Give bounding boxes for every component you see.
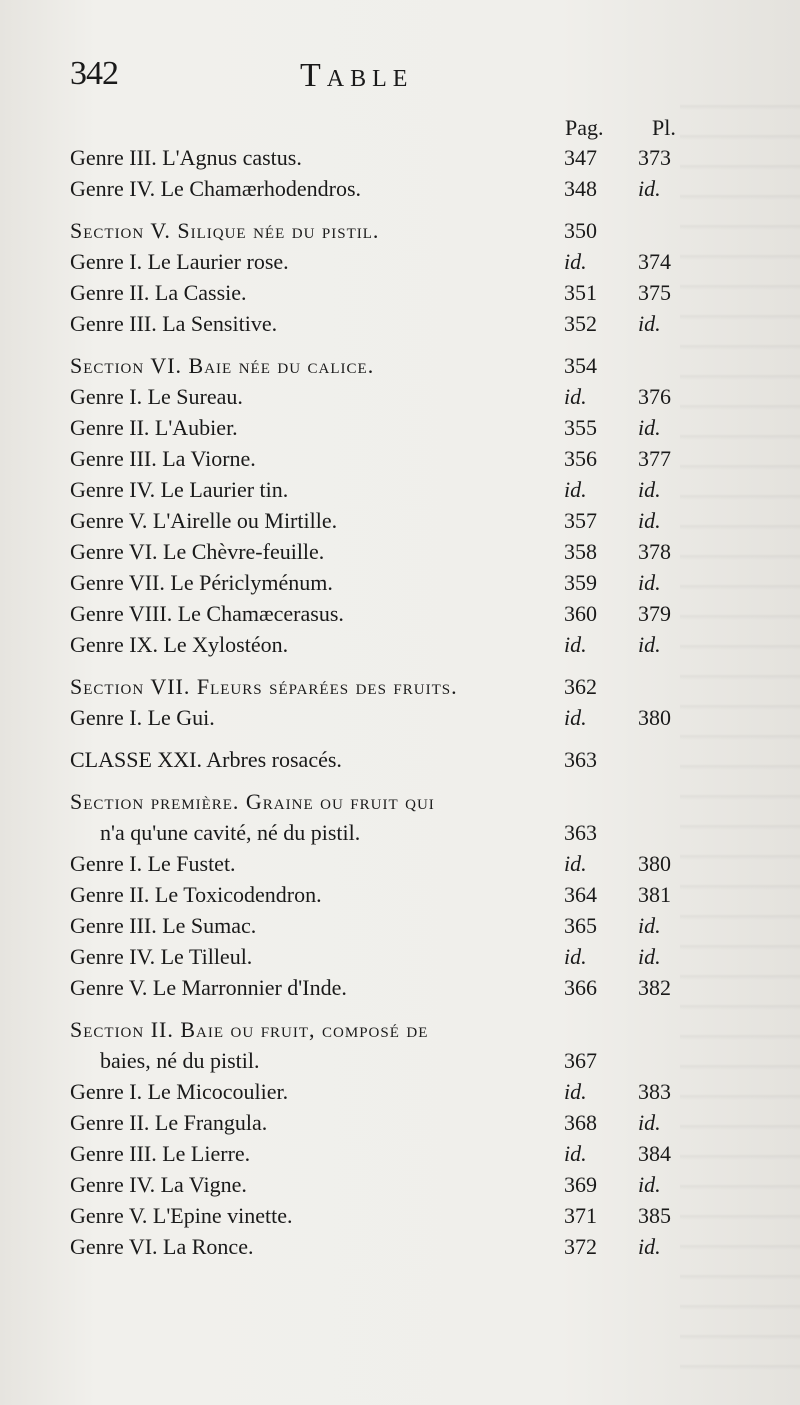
toc-section-row: [70, 671, 710, 702]
toc-entry-row: [70, 702, 710, 733]
entry-page-number: 360: [564, 601, 597, 626]
table-of-contents: [70, 142, 710, 1262]
entry-page-number: 352: [564, 311, 597, 336]
entry-page-number: 365: [564, 913, 597, 938]
entry-page-number: 348: [564, 176, 597, 201]
entry-label: Genre III. La Viorne.: [70, 446, 256, 471]
entry-page-number: id.: [564, 1079, 587, 1104]
toc-entry-row: [70, 505, 710, 536]
entry-plate-number: 374: [638, 249, 671, 274]
entry-plate-number: id.: [638, 570, 661, 595]
entry-page-number: 372: [564, 1234, 597, 1259]
entry-page-number: 362: [564, 674, 597, 699]
entry-plate-number: 377: [638, 446, 671, 471]
toc-entry-row: [70, 1169, 710, 1200]
toc-entry-row: [70, 1045, 710, 1076]
entry-plate-number: 378: [638, 539, 671, 564]
entry-label: Genre I. Le Gui.: [70, 705, 215, 730]
section-gap: [70, 204, 710, 215]
entry-page-number: 367: [564, 1048, 597, 1073]
entry-label: Section II. Baie ou fruit, composé de: [70, 1017, 429, 1042]
entry-page-number: id.: [564, 851, 587, 876]
entry-plate-number: 382: [638, 975, 671, 1000]
entry-page-number: 350: [564, 218, 597, 243]
entry-label: CLASSE XXI. Arbres rosacés.: [70, 747, 342, 772]
entry-page-number: id.: [564, 632, 587, 657]
entry-plate-number: 380: [638, 851, 671, 876]
entry-plate-number: 380: [638, 705, 671, 730]
entry-label: Genre III. L'Agnus castus.: [70, 145, 302, 170]
entry-plate-number: 381: [638, 882, 671, 907]
section-gap: [70, 660, 710, 671]
entry-page-number: 363: [564, 820, 597, 845]
entry-label: baies, né du pistil.: [100, 1048, 260, 1073]
entry-label: Genre II. La Cassie.: [70, 280, 247, 305]
entry-plate-number: id.: [638, 415, 661, 440]
entry-page-number: 364: [564, 882, 597, 907]
entry-label: Section première. Graine ou fruit qui: [70, 789, 435, 814]
toc-section-row: [70, 786, 710, 817]
page-header: [70, 55, 730, 105]
entry-page-number: 355: [564, 415, 597, 440]
entry-plate-number: id.: [638, 632, 661, 657]
entry-page-number: id.: [564, 384, 587, 409]
toc-section-row: [70, 350, 710, 381]
entry-plate-number: 385: [638, 1203, 671, 1228]
entry-label: Genre V. L'Epine vinette.: [70, 1203, 293, 1228]
entry-label: Genre VI. La Ronce.: [70, 1234, 254, 1259]
toc-entry-row: [70, 142, 710, 173]
entry-plate-number: 383: [638, 1079, 671, 1104]
entry-label: Genre IV. Le Tilleul.: [70, 944, 253, 969]
section-gap: [70, 775, 710, 786]
toc-section-row: [70, 215, 710, 246]
entry-page-number: 368: [564, 1110, 597, 1135]
entry-label: Genre II. L'Aubier.: [70, 415, 238, 440]
toc-entry-row: [70, 910, 710, 941]
entry-page-number: id.: [564, 705, 587, 730]
toc-entry-row: [70, 817, 710, 848]
entry-plate-number: id.: [638, 944, 661, 969]
toc-entry-row: [70, 1076, 710, 1107]
entry-label: Section VII. Fleurs séparées des fruits.: [70, 674, 458, 699]
toc-entry-row: [70, 941, 710, 972]
entry-label: Genre IV. La Vigne.: [70, 1172, 247, 1197]
entry-page-number: 363: [564, 747, 597, 772]
entry-label: Genre I. Le Fustet.: [70, 851, 236, 876]
entry-label: Genre II. Le Toxicodendron.: [70, 882, 322, 907]
page-number: 342: [70, 55, 118, 92]
toc-entry-row: [70, 598, 710, 629]
entry-page-number: 351: [564, 280, 597, 305]
entry-page-number: 358: [564, 539, 597, 564]
entry-page-number: id.: [564, 477, 587, 502]
toc-entry-row: [70, 848, 710, 879]
toc-entry-row: [70, 246, 710, 277]
entry-page-number: 357: [564, 508, 597, 533]
toc-entry-row: [70, 1107, 710, 1138]
entry-plate-number: 376: [638, 384, 671, 409]
toc-entry-row: [70, 412, 710, 443]
entry-plate-number: 373: [638, 145, 671, 170]
entry-page-number: 366: [564, 975, 597, 1000]
entry-plate-number: 379: [638, 601, 671, 626]
entry-plate-number: id.: [638, 1172, 661, 1197]
section-gap: [70, 1003, 710, 1014]
entry-label: Genre I. Le Laurier rose.: [70, 249, 289, 274]
entry-label: n'a qu'une cavité, né du pistil.: [100, 820, 361, 845]
entry-label: Genre IV. Le Chamærhodendros.: [70, 176, 362, 201]
entry-plate-number: 375: [638, 280, 671, 305]
entry-label: Genre V. Le Marronnier d'Inde.: [70, 975, 347, 1000]
entry-label: Genre III. Le Sumac.: [70, 913, 257, 938]
toc-entry-row: [70, 1138, 710, 1169]
toc-entry-row: [70, 744, 710, 775]
toc-entry-row: [70, 1200, 710, 1231]
running-title: Table: [300, 57, 414, 94]
toc-entry-row: [70, 567, 710, 598]
toc-entry-row: [70, 381, 710, 412]
entry-page-number: 347: [564, 145, 597, 170]
entry-plate-number: 384: [638, 1141, 671, 1166]
entry-page-number: 371: [564, 1203, 597, 1228]
section-gap: [70, 339, 710, 350]
toc-entry-row: [70, 629, 710, 660]
entry-plate-number: id.: [638, 176, 661, 201]
entry-label: Genre V. L'Airelle ou Mirtille.: [70, 508, 338, 533]
entry-label: Genre VII. Le Périclyménum.: [70, 570, 333, 595]
toc-section-row: [70, 1014, 710, 1045]
toc-entry-row: [70, 308, 710, 339]
entry-label: Genre VIII. Le Chamæcerasus.: [70, 601, 344, 626]
entry-page-number: 356: [564, 446, 597, 471]
section-gap: [70, 733, 710, 744]
entry-plate-number: id.: [638, 1234, 661, 1259]
toc-entry-row: [70, 536, 710, 567]
entry-plate-number: id.: [638, 913, 661, 938]
entry-label: Genre I. Le Micocoulier.: [70, 1079, 289, 1104]
entry-plate-number: id.: [638, 477, 661, 502]
entry-page-number: 359: [564, 570, 597, 595]
toc-entry-row: [70, 879, 710, 910]
entry-plate-number: id.: [638, 311, 661, 336]
toc-entry-row: [70, 277, 710, 308]
entry-label: Genre III. Le Lierre.: [70, 1141, 251, 1166]
entry-label: Genre III. La Sensitive.: [70, 311, 278, 336]
entry-page-number: id.: [564, 944, 587, 969]
entry-page-number: id.: [564, 249, 587, 274]
toc-entry-row: [70, 173, 710, 204]
entry-plate-number: id.: [638, 508, 661, 533]
entry-label: Genre I. Le Sureau.: [70, 384, 243, 409]
entry-label: Genre IX. Le Xylostéon.: [70, 632, 289, 657]
entry-label: Genre IV. Le Laurier tin.: [70, 477, 289, 502]
entry-label: Section V. Silique née du pistil.: [70, 218, 380, 243]
entry-label: Genre II. Le Frangula.: [70, 1110, 268, 1135]
entry-label: Genre VI. Le Chèvre-feuille.: [70, 539, 325, 564]
toc-entry-row: [70, 972, 710, 1003]
column-header-plate: Pl.: [652, 115, 676, 140]
toc-entry-row: [70, 443, 710, 474]
toc-entry-row: [70, 1231, 710, 1262]
entry-page-number: id.: [564, 1141, 587, 1166]
toc-entry-row: [70, 474, 710, 505]
entry-label: Section VI. Baie née du calice.: [70, 353, 375, 378]
entry-page-number: 369: [564, 1172, 597, 1197]
entry-page-number: 354: [564, 353, 597, 378]
column-header-page: Pag.: [565, 115, 604, 140]
entry-plate-number: id.: [638, 1110, 661, 1135]
